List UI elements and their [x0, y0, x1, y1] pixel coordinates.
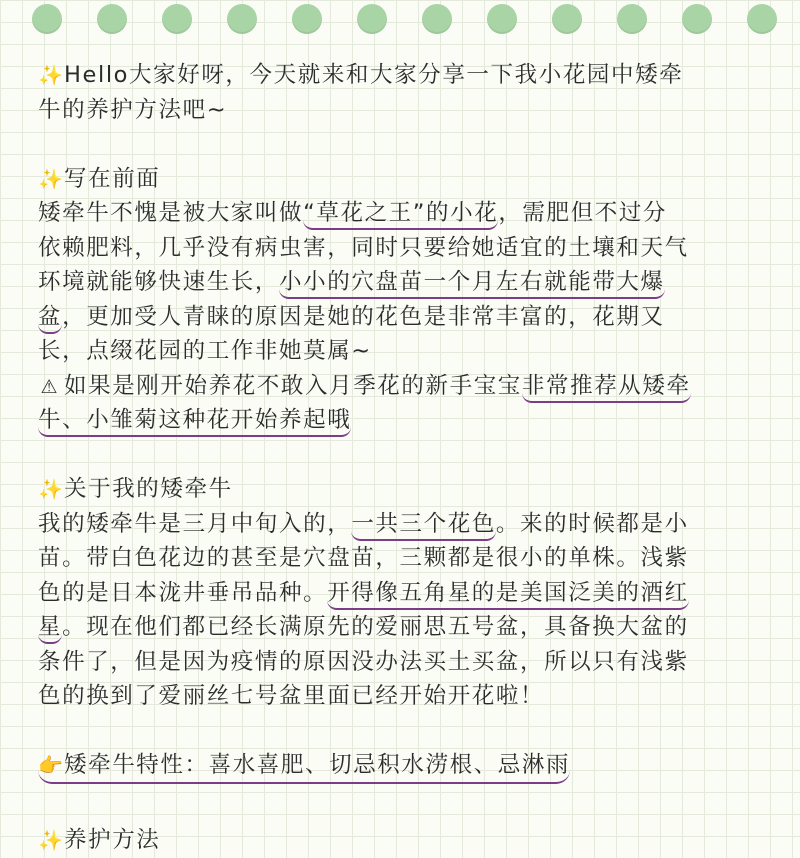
- text-run: 长，点缀花园的工作非她莫属~: [38, 338, 372, 364]
- text-run: 矮牵牛不愧是被大家叫做: [38, 200, 304, 226]
- paragraph-line: [38, 265, 768, 300]
- warning-icon: ⚠: [40, 375, 58, 398]
- binder-hole: [682, 4, 712, 34]
- sparkle-icon: ✨: [38, 63, 63, 87]
- sparkle-icon: ✨: [38, 166, 63, 191]
- paragraph-line: [38, 645, 768, 680]
- paragraph-line: [38, 369, 768, 404]
- section-title: 写在前面: [64, 165, 161, 192]
- binder-hole: [32, 4, 62, 34]
- text-run: 。现在他们都已经长满原先的爱丽思五号盆，具备换大盆的: [62, 614, 689, 640]
- binder-hole: [97, 4, 127, 34]
- section-heading: [38, 162, 768, 197]
- pointing-hand-icon: 👉: [38, 753, 63, 777]
- underlined-text: 星: [38, 614, 62, 644]
- binder-hole: [552, 4, 582, 34]
- paragraph-line: [38, 610, 768, 645]
- text-run: ，需肥但不过分: [498, 200, 668, 226]
- section-heading: [38, 472, 768, 507]
- binder-hole: [422, 4, 452, 34]
- paragraph-line: [38, 541, 768, 576]
- paragraph-line: [38, 300, 768, 335]
- underlined-text: 小小的穴盘苗一个月左右就能带大爆: [279, 269, 665, 299]
- text-run: 如果是刚开始养花不敢入月季花的新手宝宝: [64, 372, 522, 399]
- intro-line: [38, 58, 768, 93]
- binder-holes: [0, 2, 800, 38]
- paragraph-line: [38, 576, 768, 611]
- paragraph-line: [38, 334, 768, 369]
- binder-hole: [487, 4, 517, 34]
- text-run: 我的矮牵牛是三月中旬入的，: [38, 510, 352, 537]
- section-title: 养护方法: [64, 827, 161, 853]
- binder-hole: [357, 4, 387, 34]
- section-heading-partial: [38, 823, 768, 858]
- text-run: 依赖肥料，几乎没有病虫害，同时只要给她适宜的土壤和天气: [38, 234, 689, 261]
- underlined-text: 盆: [38, 304, 62, 334]
- sparkle-icon: ✨: [38, 828, 63, 852]
- binder-hole: [227, 4, 257, 34]
- binder-hole: [617, 4, 647, 34]
- traits-text: 矮牵牛特性：喜水喜肥、切忌积水涝根、忌淋雨: [64, 752, 571, 778]
- paragraph-line: [38, 196, 768, 231]
- underlined-text: 一共三个花色: [351, 511, 496, 541]
- text-run: 条件了，但是因为疫情的原因没办法买土买盆，所以只有浅紫: [38, 648, 689, 675]
- text-run: 。来的时候都是小: [495, 510, 689, 537]
- binder-hole: [747, 4, 777, 34]
- paragraph-line: [38, 679, 768, 714]
- section-title: 关于我的矮牵牛: [64, 476, 233, 502]
- traits-line: [38, 748, 768, 783]
- intro-text: 牛的养护方法吧~: [38, 96, 228, 123]
- intro-text: Hello大家好呀，今天就来和大家分享一下我小花园中矮牵: [64, 62, 684, 88]
- intro-line: [38, 93, 768, 128]
- text-run: 环境就能够快速生长，: [38, 269, 280, 295]
- underlined-text: 牛、小雏菊这种花开始养起哦: [38, 407, 351, 437]
- underlined-text: 非常推荐从矮牵: [522, 373, 691, 403]
- text-run: ，更加受人青睐的原因是她的花色是非常丰富的，花期又: [62, 303, 665, 330]
- underlined-text: 开得像五角星的是美国泛美的酒红: [327, 580, 689, 610]
- text-run: 色的是日本泷井垂吊品种。: [38, 579, 328, 606]
- note-body: [38, 58, 768, 852]
- text-run: 色的换到了爱丽丝七号盆里面已经开始开花啦！: [38, 683, 545, 709]
- binder-hole: [162, 4, 192, 34]
- paragraph-line: [38, 403, 768, 438]
- paragraph-line: [38, 507, 768, 542]
- traits-underline: [38, 750, 570, 784]
- underlined-text: “草花之王”的小花: [303, 200, 498, 230]
- paragraph-line: [38, 231, 768, 266]
- binder-hole: [292, 4, 322, 34]
- sparkle-icon: ✨: [38, 477, 63, 501]
- text-run: 苗。带白色花边的甚至是穴盘苗，三颗都是很小的单株。浅紫: [38, 545, 689, 571]
